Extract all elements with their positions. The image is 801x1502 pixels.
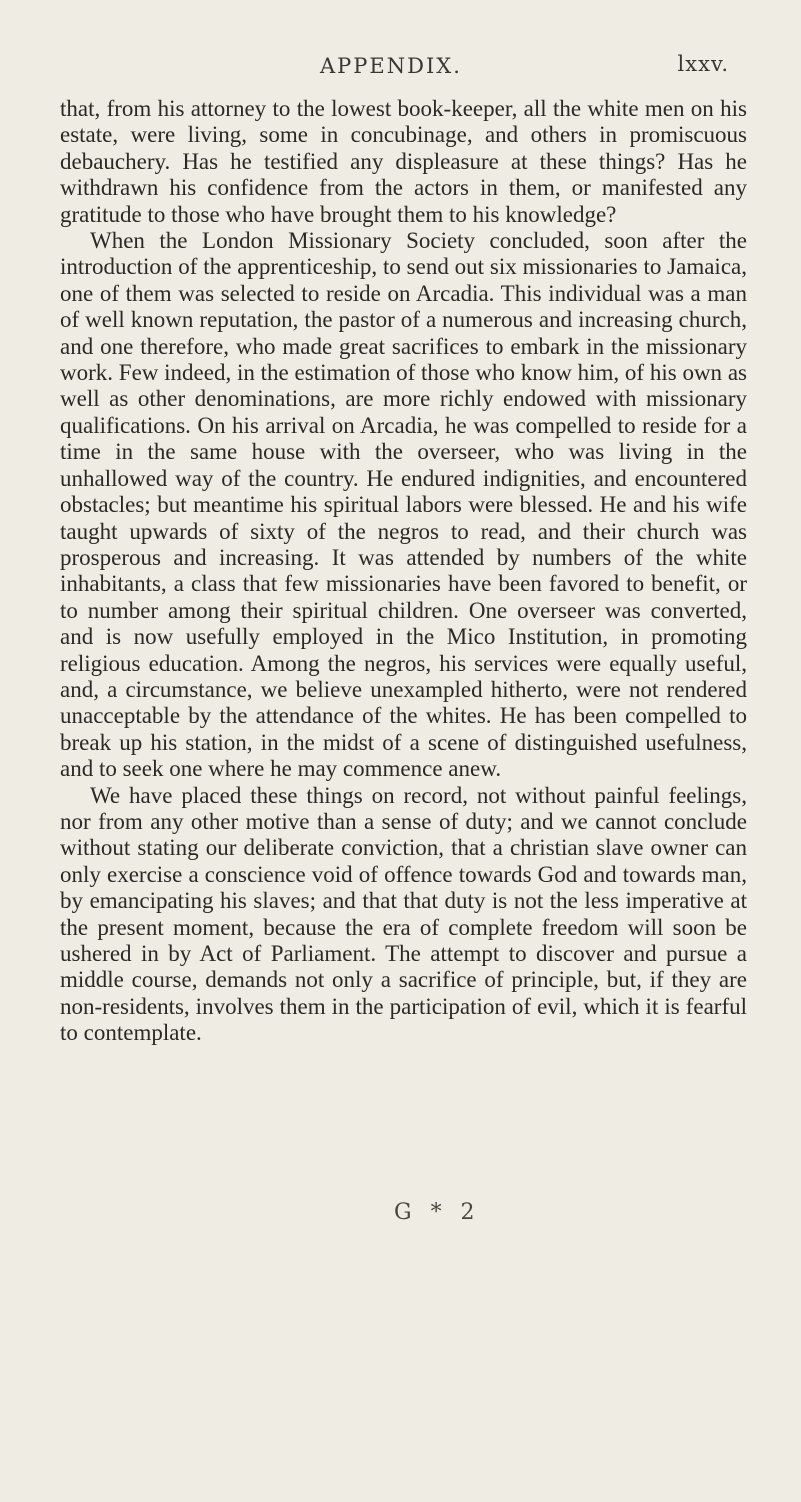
running-head-title: APPENDIX. <box>320 54 462 78</box>
body-text <box>60 96 747 1047</box>
page-number: lxxv. <box>677 52 729 76</box>
paragraph-1: that, from his attorney to the lowest book-keeper, all the white men on his estate, were living, some in concubinage, and others in promiscuous debauchery. Has he testified any displeasure at these things? Has he withdrawn his confidence from the actors in them, or manifested any gratitude to those who have brought them to his knowledge? <box>60 96 747 227</box>
paragraph-3: We have placed these things on record, not without painful feelings, nor from any other motive than a sense of duty; and we cannot conclude without stating our deliberate conviction, that a christian slave owner can only exercise a conscience void of offence towards God and towards man, by emancipating his slaves; and that that duty is not the less imperative at the present moment, because the era of complete freedom will soon be ushered in by Act of Parliament. The attempt to discover and pursue a middle course, demands not only a sacrifice of principle, but, if they are non-residents, involves them in the participation of evil, which it is fearful to contemplate. <box>60 782 747 1046</box>
running-head <box>60 0 747 96</box>
paragraph-2: When the London Missionary Society concluded, soon after the introduction of the apprenticeship, to send out six missionaries to Jamaica, one of them was selected to reside on Arcadia. This individual was a man of well known reputation, the pastor of a numerous and increasing church, and one therefore, who made great sacrifices to embark in the missionary work. Few indeed, in the estimation of those who know him, of his own as well as other denominations, are more richly endowed with missionary qualifications. On his arrival on Arcadia, he was compelled to reside for a time in the same house with the overseer, who was living in the unhallowed way of the country. He endured indignities, and encountered obstacles; but meantime his spiritual labors were blessed. He and his wife taught upwards of sixty of the negros to read, and their church was prosperous and increasing. It was attended by numbers of the white inhabitants, a class that few missionaries have been favored to benefit, or to number among their spiritual children. One overseer was converted, and is now usefully employed in the Mico Institution, in promoting religious education. Among the negros, his services were equally useful, and, a circumstance, we believe unexampled hitherto, were not rendered unacceptable by the attendance of the whites. He has been compelled to break up his station, in the midst of a scene of distinguished usefulness, and to seek one where he may commence anew. <box>60 228 747 782</box>
signature-mark: G * 2 <box>394 1200 481 1225</box>
